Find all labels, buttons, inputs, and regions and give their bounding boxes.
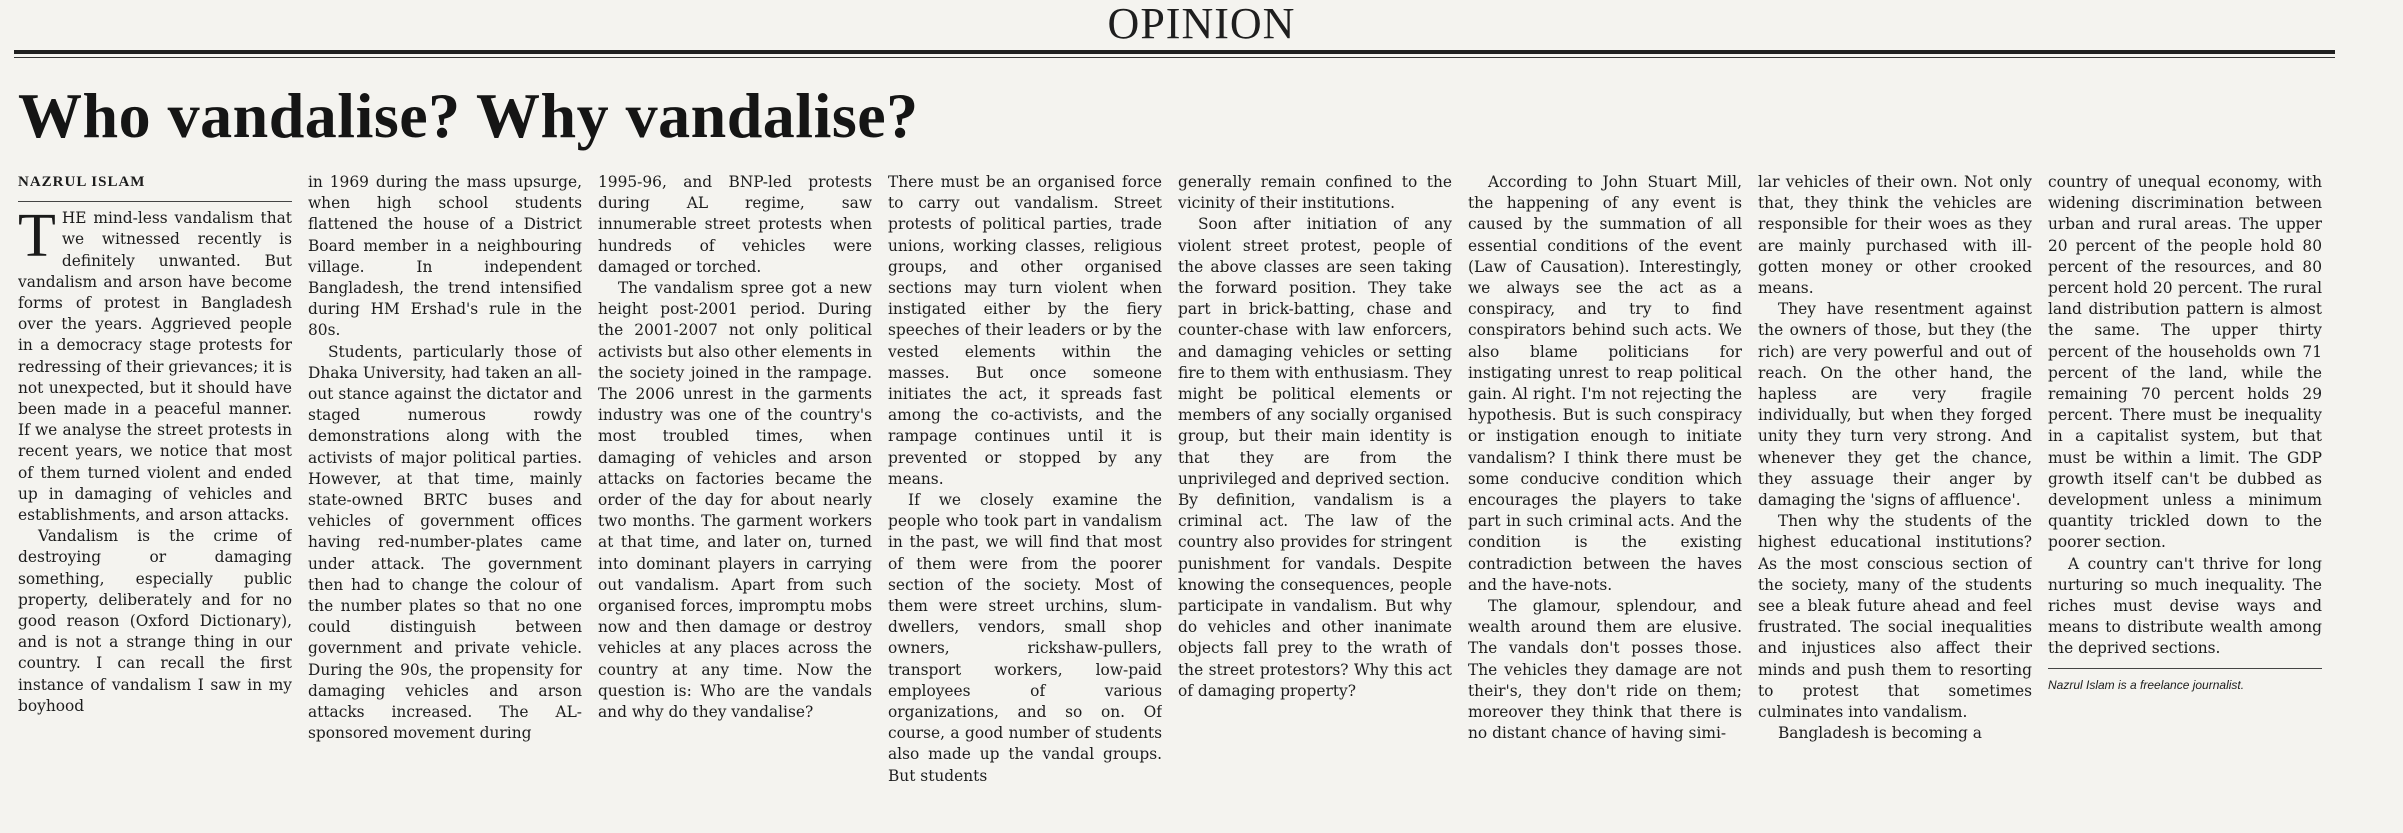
section-rule-thin xyxy=(14,57,2335,58)
paragraph: According to John Stuart Mill, the happening of any event is caused by the summation of all essential conditions of the event (Law of Causation). Interestingly, we always see the act as a conspiracy, and try to find conspirators behind such acts. We also blame politicians for instigating unrest to reap political gain. Al right. I'm not rejecting the hypothesis. But is such conspiracy or instigation enough to initiate vandalism? I think there must be some conducive condition which encourages the players to take part in such criminal acts. And the condition is the existing contradiction between the haves and the have-nots. xyxy=(1468,173,1742,594)
paragraph: By definition, vandalism is a criminal act. The law of the country also provides for stringent punishment for vandals. Despite knowing the consequences, people participate in vandalism. But why do vehicles and other inanimate objects fall prey to the wrath of the street protestors? Why this act of damaging property? xyxy=(1178,491,1452,700)
paragraph: lar vehicles of their own. Not only that, they think the vehicles are responsible for their woes as they are mainly purchased with ill-gotten money or other crooked means. xyxy=(1758,173,2032,298)
column-6 xyxy=(1468,172,1742,792)
paragraph: Students, particularly those of Dhaka University, had taken an all-out stance against the dictator and staged numerous rowdy demonstrations along with the activists of major political parties. However, at that time, mainly state-owned BRTC buses and vehicles of government offices having red-number-plates came under attack. The government then had to change the colour of the number plates so that no one could distinguish between government and private vehicle. During the 90s, the propensity for damaging vehicles and arson attacks increased. The AL-sponsored movement during xyxy=(308,342,582,743)
byline: NAZRUL ISLAM xyxy=(18,174,146,190)
paragraph: Vandalism is the crime of destroying or damaging something, especially public property, deliberately and for no good reason (Oxford Dictionary), and is not a strange thing in our country. I can recall the first instance of vandalism I saw in my boyhood xyxy=(18,527,292,715)
column-8 xyxy=(2048,172,2322,792)
paragraph: They have resentment against the owners of those, but they (the rich) are very powerful and out of reach. On the other hand, the hapless are very fragile individually, but when they forged unity they turn very strong. And whenever they get the chance, they assuage their anger by damaging the 'signs of affluence'. xyxy=(1758,300,2032,510)
paragraph: Then why the students of the highest educational institutions? As the most conscious section of the society, many of the students see a bleak future ahead and feel frustrated. The social inequalities and injustices also affect their minds and push them to resorting to protest that sometimes culminates into vandalism. xyxy=(1758,512,2032,722)
headline: Who vandalise? Why vandalise? xyxy=(18,80,919,151)
column-2 xyxy=(308,172,582,792)
section-rule xyxy=(14,50,2335,54)
paragraph: HE mind-less vandalism that we witnessed recently is definitely unwanted. But vandalism and arson have become forms of protest in Bangladesh over the years. Aggrieved people in a democracy stage protests for redressing of their grievances; it is not unexpected, but it should have been made in a peaceful manner. If we analyse the street protests in recent years, we notice that most of them turned violent and ended up in damaging of vehicles and establishments, and arson attacks. xyxy=(18,209,292,525)
author-note-rule xyxy=(2048,668,2322,669)
paragraph: generally remain confined to the vicinity of their institutions. xyxy=(1178,173,1452,213)
section-label: OPINION xyxy=(1107,0,1296,48)
paragraph: The glamour, splendour, and wealth around them are elusive. The vandals don't posses those. The vehicles they damage are not their's, they don't ride on them; moreover they think that there is no distant chance of having simi- xyxy=(1468,597,1742,743)
paragraph: in 1969 during the mass upsurge, when high school students flattened the house of a District Board member in a neighbouring village. In independent Bangladesh, the trend intensified during HM Ershad's rule in the 80s. xyxy=(308,173,582,340)
column-3 xyxy=(598,172,872,792)
column-5 xyxy=(1178,172,1452,792)
paragraph: There must be an organised force to carry out vandalism. Street protests of political parties, trade unions, working classes, religious groups, and other organised sections may turn violent when instigated either by the fiery speeches of their leaders or by the vested elements within the masses. But once someone initiates the act, it spreads fast among the co-activists, and the rampage continues until it is prevented or stopped by any means. xyxy=(888,173,1162,488)
drop-cap: T xyxy=(18,202,56,271)
paragraph: Bangladesh is becoming a xyxy=(1778,724,1982,743)
paragraph: Soon after initiation of any violent street protest, people of the above classes are seen taking the forward position. They take part in brick-batting, chase and counter-chase with law enforcers, and damaging vehicles or setting fire to them with enthusiasm. They might be political elements or members of any socially organised group, but their main identity is that they are from the unprivileged and deprived section. xyxy=(1178,215,1452,488)
paragraph: country of unequal economy, with widening discrimination between urban and rural areas. The upper 20 percent of the people hold 80 percent of the resources, and 80 percent hold 20 percent. The rural land distribution pattern is almost the same. The upper thirty percent of the households own 71 percent of the land, while the remaining 70 percent holds 29 percent. There must be inequality in a capitalist system, but that must be within a limit. The GDP growth itself can't be dubbed as development unless a minimum quantity trickled down to the poorer section. xyxy=(2048,173,2322,552)
author-note: Nazrul Islam is a freelance journalist. xyxy=(2048,677,2245,692)
column-7 xyxy=(1758,172,2032,792)
paragraph: If we closely examine the people who took part in vandalism in the past, we will find that most of them were from the poorer section of the society. Most of them were street urchins, slum-dwellers, vendors, small shop owners, rickshaw-pullers, transport workers, low-paid employees of various organizations, and so on. Of course, a good number of students also made up the vandal groups. But students xyxy=(888,491,1162,785)
paragraph: A country can't thrive for long nurturing so much inequality. The riches must devise ways and means to distribute wealth among the deprived sections. xyxy=(2048,554,2322,658)
paragraph: The vandalism spree got a new height post-2001 period. During the 2001-2007 not only political activists but also other elements in the society joined in the rampage. The 2006 unrest in the garments industry was one of the country's most troubled times, when damaging of vehicles and arson attacks on factories became the order of the day for about nearly two months. The garment workers at that time, and later on, turned into dominant players in carrying out vandalism. Apart from such organised forces, impromptu mobs now and then damage or destroy vehicles at any places across the country at any time. Now the question is: Who are the vandals and why do they vandalise? xyxy=(598,279,872,722)
byline-rule xyxy=(18,201,292,202)
paragraph: 1995-96, and BNP-led protests during AL regime, saw innumerable street protests when hundreds of vehicles were damaged or torched. xyxy=(598,173,872,276)
article-columns xyxy=(18,172,2322,792)
column-4 xyxy=(888,172,1162,792)
column-1 xyxy=(18,172,292,792)
